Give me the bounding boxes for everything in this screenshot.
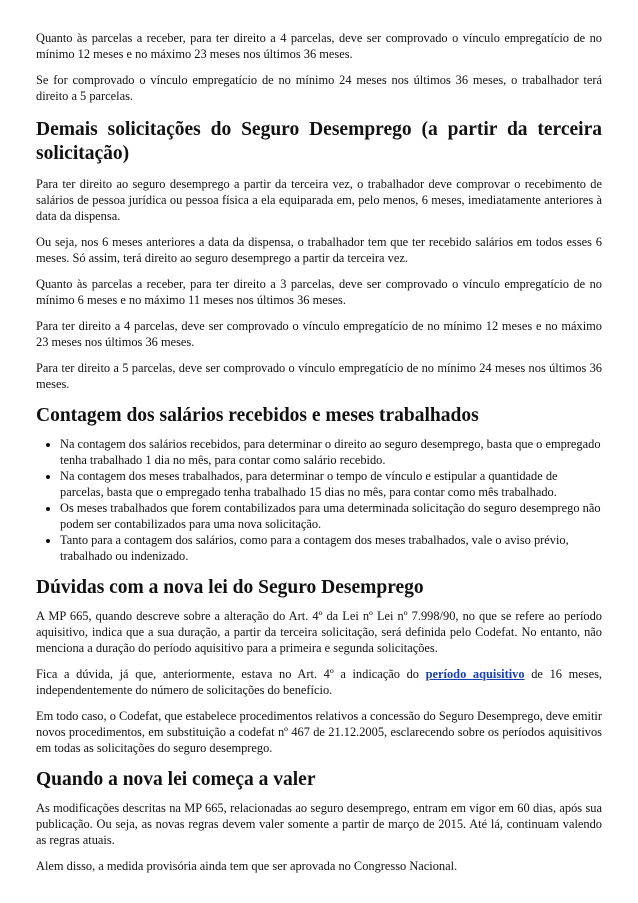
list-item: • Na contagem dos salários recebidos, para determinar o direito ao seguro desemprego, basta que o empregado tenha trabalhado 1 dia no mês, para contar como salário recebido.: [60, 436, 602, 468]
intro-paragraph-1: Quanto às parcelas a receber, para ter direito a 4 parcelas, deve ser comprovado o vínculo empregatício de no mínimo 12 meses e no máximo 23 meses nos últimos 36 meses.: [36, 31, 602, 61]
duvidas-paragraph-2-end: de 16 meses, independentemente do número de solicitações do benefício.: [36, 667, 603, 697]
demais-paragraph-5: Para ter direito a 5 parcelas, deve ser comprovado o vínculo empregatício de no mínimo 24 meses nos últimos 36 meses.: [36, 361, 602, 391]
intro-paragraph-2: Se for comprovado o vínculo empregatício de no mínimo 24 meses nos últimos 36 meses, o trabalhador terá direito a 5 parcelas.: [36, 73, 602, 103]
demais-paragraph-2: Ou seja, nos 6 meses anteriores a data da dispensa, o trabalhador tem que ter recebido salários em todos esses 6 meses. Só assim, terá direito ao seguro desemprego a partir da terceira vez.: [36, 235, 602, 265]
list-item: • Na contagem dos meses trabalhados, para determinar o tempo de vínculo e estipular a quantidade de parcelas, basta que o empregado tenha trabalhado 15 dias no mês, para contar como mês trabalhado.: [60, 468, 602, 500]
heading-nova-lei-valer: Quando a nova lei começa a valer: [36, 769, 316, 790]
heading-demais-solicitacoes: Demais solicitações do Seguro Desemprego (a partir da terceira solicitação): [36, 119, 602, 164]
heading-duvidas: Dúvidas com a nova lei do Seguro Desemprego: [36, 577, 424, 598]
duvidas-paragraph-2: [36, 666, 602, 698]
valer-paragraph-2: Alem disso, a medida provisória ainda tem que ser aprovada no Congresso Nacional.: [36, 859, 458, 873]
list-item: • Os meses trabalhados que forem contabilizados para uma determinada solicitação do seguro desemprego não podem ser contabilizados para uma nova solicitação.: [60, 500, 602, 532]
contagem-list: [36, 436, 602, 564]
duvidas-paragraph-1: A MP 665, quando descreve sobre a alteração do Art. 4º da Lei nº Lei nº 7.998/90, no que se refere ao período aquisitivo, indica que a sua duração, a partir da terceira solicitação, será definida pelo Codefat. No entanto, não menciona a duração do período aquisitivo para a primeira e segunda solicitações.: [36, 609, 602, 655]
duvidas-paragraph-3: Em todo caso, o Codefat, que estabelece procedimentos relativos a concessão do Seguro Desemprego, deve emitir novos procedimentos, em substituição a codefat nº 467 de 21.12.2005, esclarecendo sobre os períodos aquisitivos em todas as solicitações do seguro desemprego.: [36, 709, 602, 755]
periodo-aquisitivo-link[interactable]: período aquisitivo: [425, 667, 525, 681]
list-item: • Tanto para a contagem dos salários, como para a contagem dos meses trabalhados, vale o aviso prévio, trabalhado ou indenizado.: [60, 532, 602, 564]
demais-paragraph-3: Quanto às parcelas a receber, para ter direito a 3 parcelas, deve ser comprovado o vínculo empregatício de no mínimo 6 meses e no máximo 11 meses nos últimos 36 meses.: [36, 277, 602, 307]
demais-paragraph-4: Para ter direito a 4 parcelas, deve ser comprovado o vínculo empregatício de no mínimo 12 meses e no máximo 23 meses nos últimos 36 meses.: [36, 319, 602, 349]
heading-contagem: Contagem dos salários recebidos e meses trabalhados: [36, 405, 479, 426]
duvidas-paragraph-2-start: Fica a dúvida, já que, anteriormente, estava no Art. 4º a indicação do: [36, 667, 426, 681]
demais-paragraph-1: Para ter direito ao seguro desemprego a partir da terceira vez, o trabalhador deve comprovar o recebimento de salários de pessoa jurídica ou pessoa física a ela equiparada em, pelo menos, 6 meses, imediatamente anteriores à data da dispensa.: [36, 177, 602, 223]
valer-paragraph-1: As modificações descritas na MP 665, relacionadas ao seguro desemprego, entram em vigor em 60 dias, após sua publicação. Ou seja, as novas regras devem valer somente a partir de março de 2015. Até lá, continuam valendo as regras atuais.: [36, 801, 602, 847]
